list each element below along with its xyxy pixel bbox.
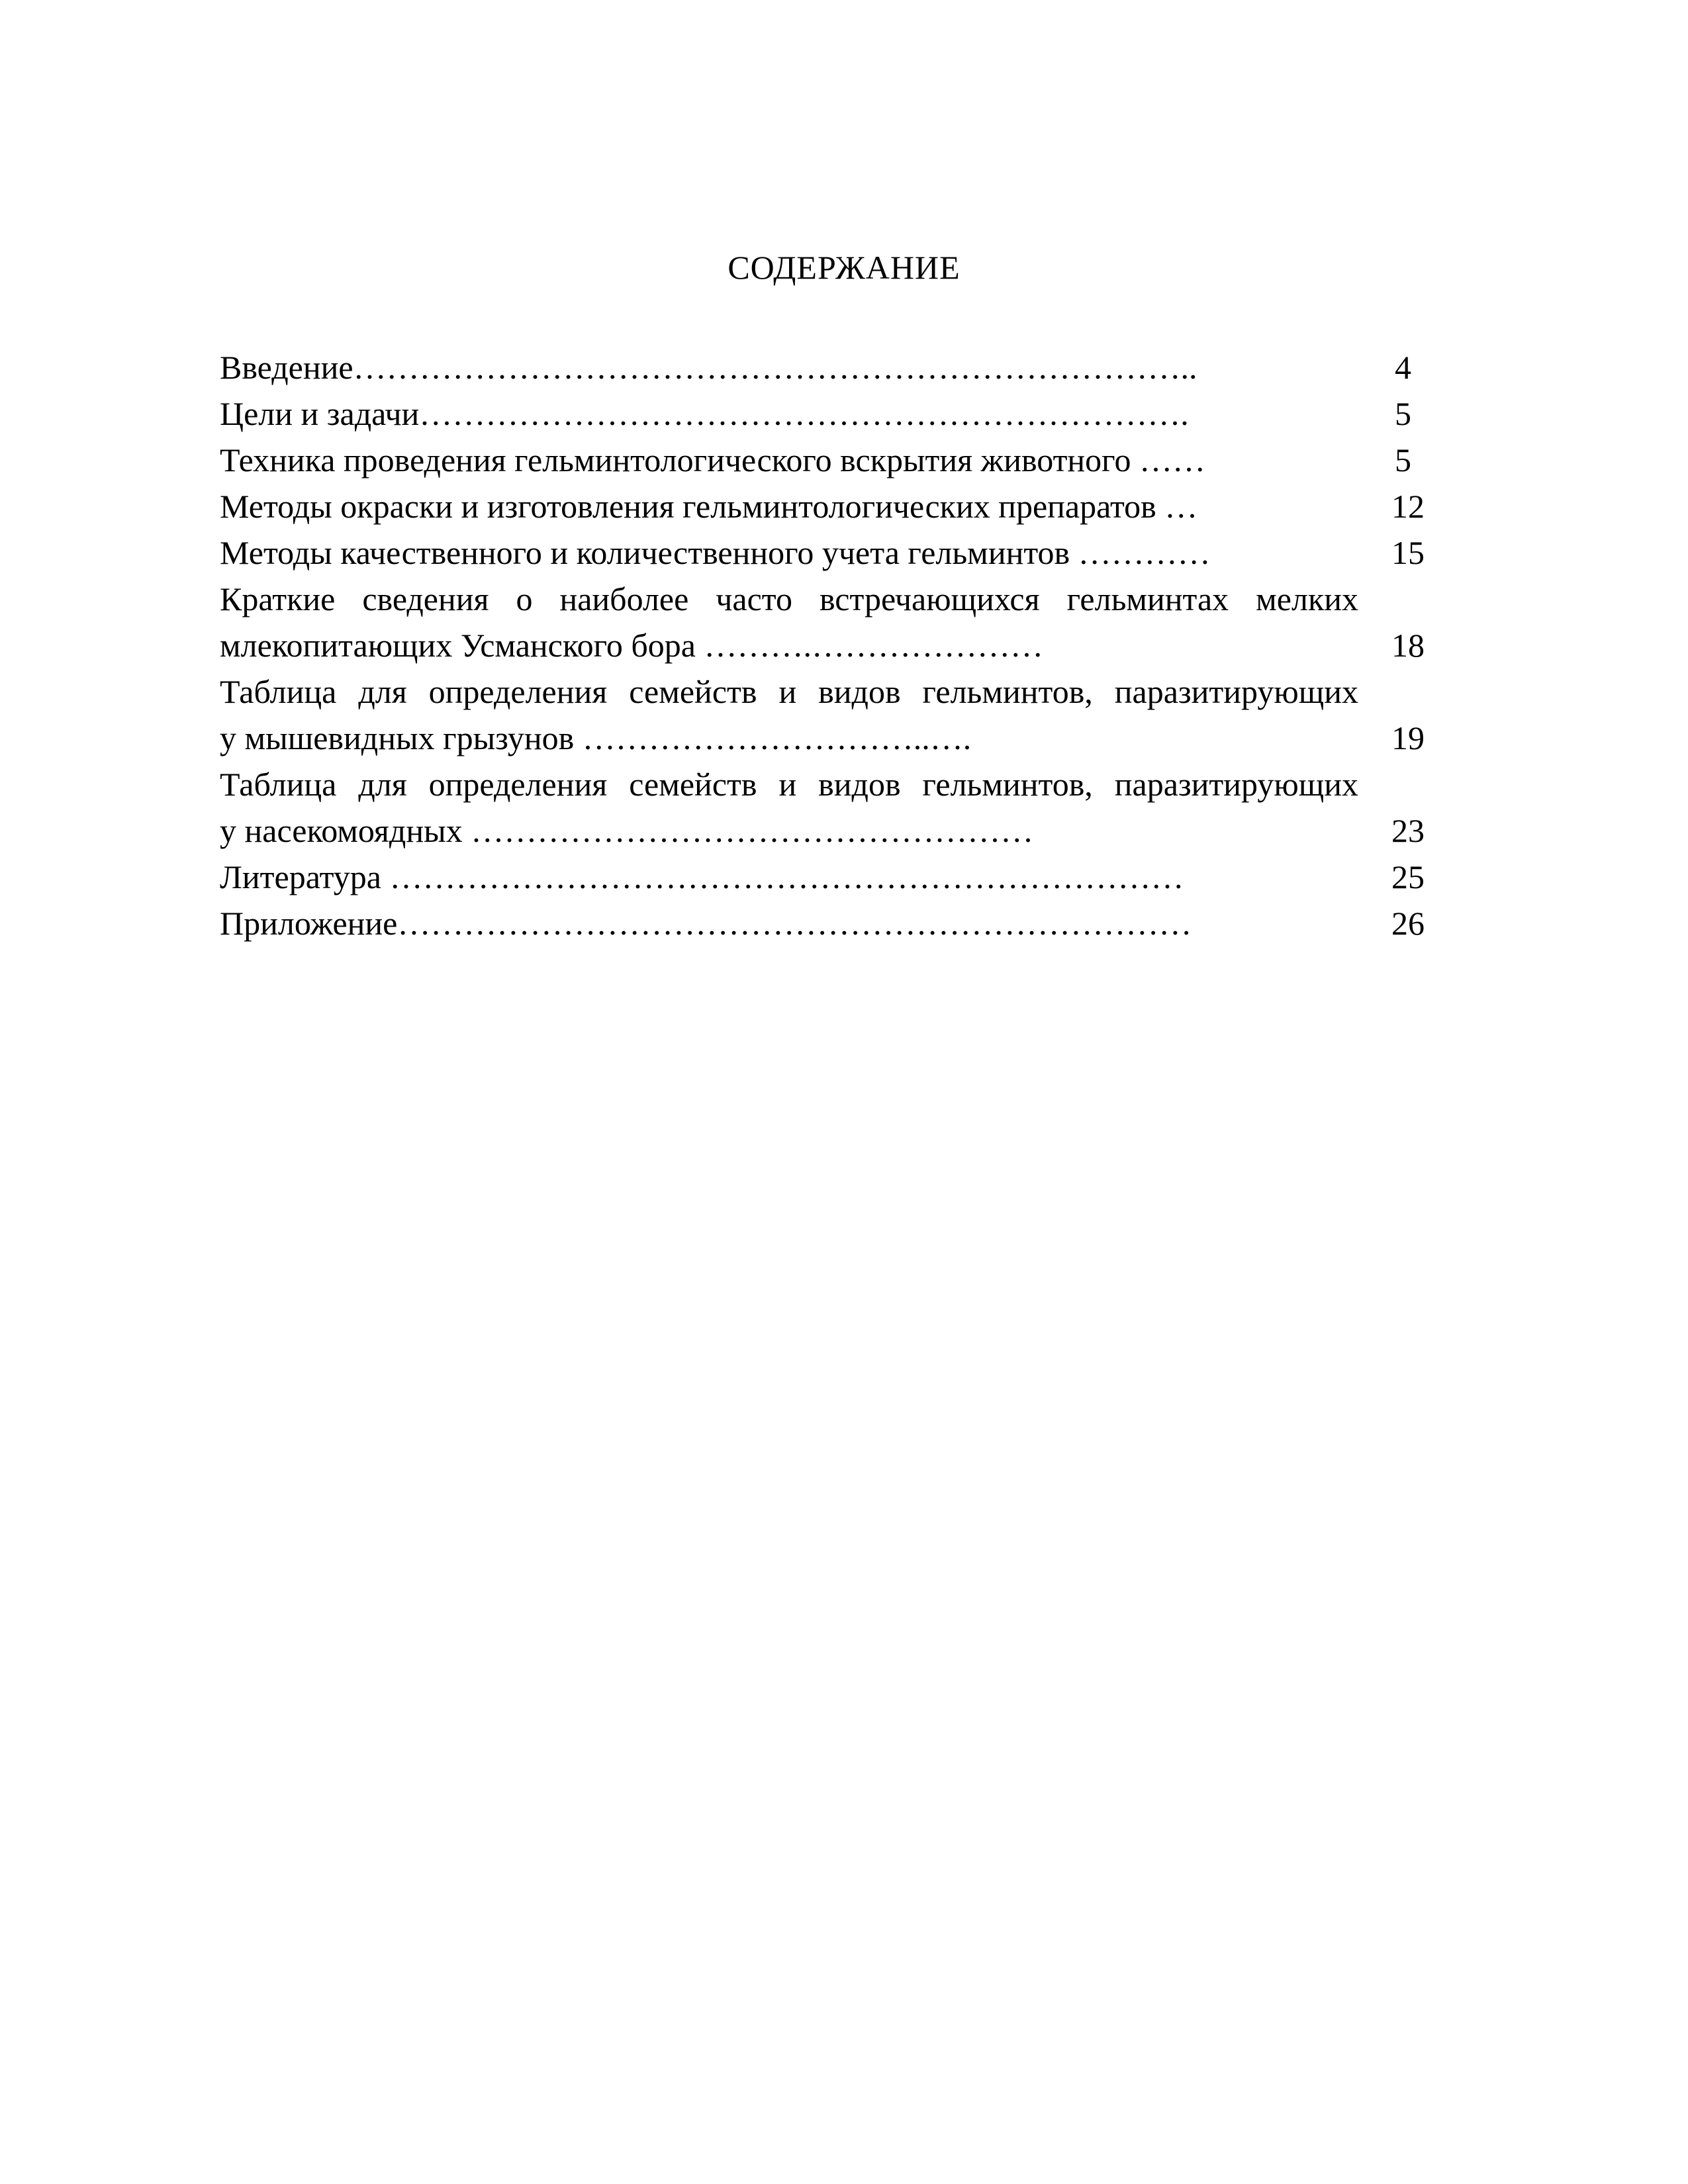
toc-entry-title-continuation: млекопитающих Усманского бора ……….………………… [220,627,1043,664]
toc-page-number: 19 [1391,719,1425,756]
toc-entry-title: Методы окраски и изготовления гельминтологических препаратов … [220,488,1198,525]
toc-page-number: 5 [1395,395,1411,432]
toc-page-number: 12 [1391,488,1425,525]
toc-page-number: 25 [1391,858,1425,895]
toc-page-number: 15 [1391,534,1425,571]
toc-page-number: 4 [1395,349,1411,386]
toc-entry-title: Техника проведения гельминтологического вскрытия животного …… [220,441,1205,478]
toc-entry-staining-methods[interactable] [220,483,1425,529]
toc-entry-introduction[interactable] [220,344,1425,390]
toc-entry-literature[interactable] [220,854,1425,900]
toc-entry-goals[interactable] [220,390,1425,437]
toc-entry-accounting-methods[interactable] [220,529,1425,576]
table-of-contents [220,344,1425,946]
toc-entry-insectivore-table[interactable] [220,761,1425,854]
toc-page-number: 18 [1391,627,1425,664]
toc-page-number: 26 [1391,905,1425,942]
toc-entry-autopsy-technique[interactable] [220,437,1425,483]
toc-entry-title: Краткие сведения о наиболее часто встречающихся гельминтах мелких [220,580,1358,617]
toc-entry-title-continuation: у мышевидных грызунов …………………………..…. [220,719,972,756]
toc-entry-rodent-table[interactable] [220,668,1425,761]
toc-entry-title: Методы качественного и количественного учета гельминтов ………… [220,534,1211,571]
toc-entry-helminth-info[interactable] [220,576,1425,668]
toc-entry-title: Приложение……………………………………………………………… [220,905,1192,942]
toc-entry-appendix[interactable] [220,900,1425,946]
page-title: СОДЕРЖАНИЕ [727,249,961,286]
toc-page-number: 23 [1391,812,1425,849]
toc-entry-title: Цели и задачи……………………………………………………………. [220,395,1189,432]
toc-entry-title: Таблица для определения семейств и видов гельминтов, паразитирующих [220,673,1358,710]
toc-entry-title: Введение………………………………………………………………….. [220,349,1197,386]
toc-entry-title: Таблица для определения семейств и видов гельминтов, паразитирующих [220,766,1358,803]
toc-entry-title-continuation: у насекомоядных …………………………………………… [220,812,1034,849]
toc-entry-title: Литература ……………………………………………………………… [220,858,1184,895]
toc-page-number: 5 [1395,441,1411,478]
